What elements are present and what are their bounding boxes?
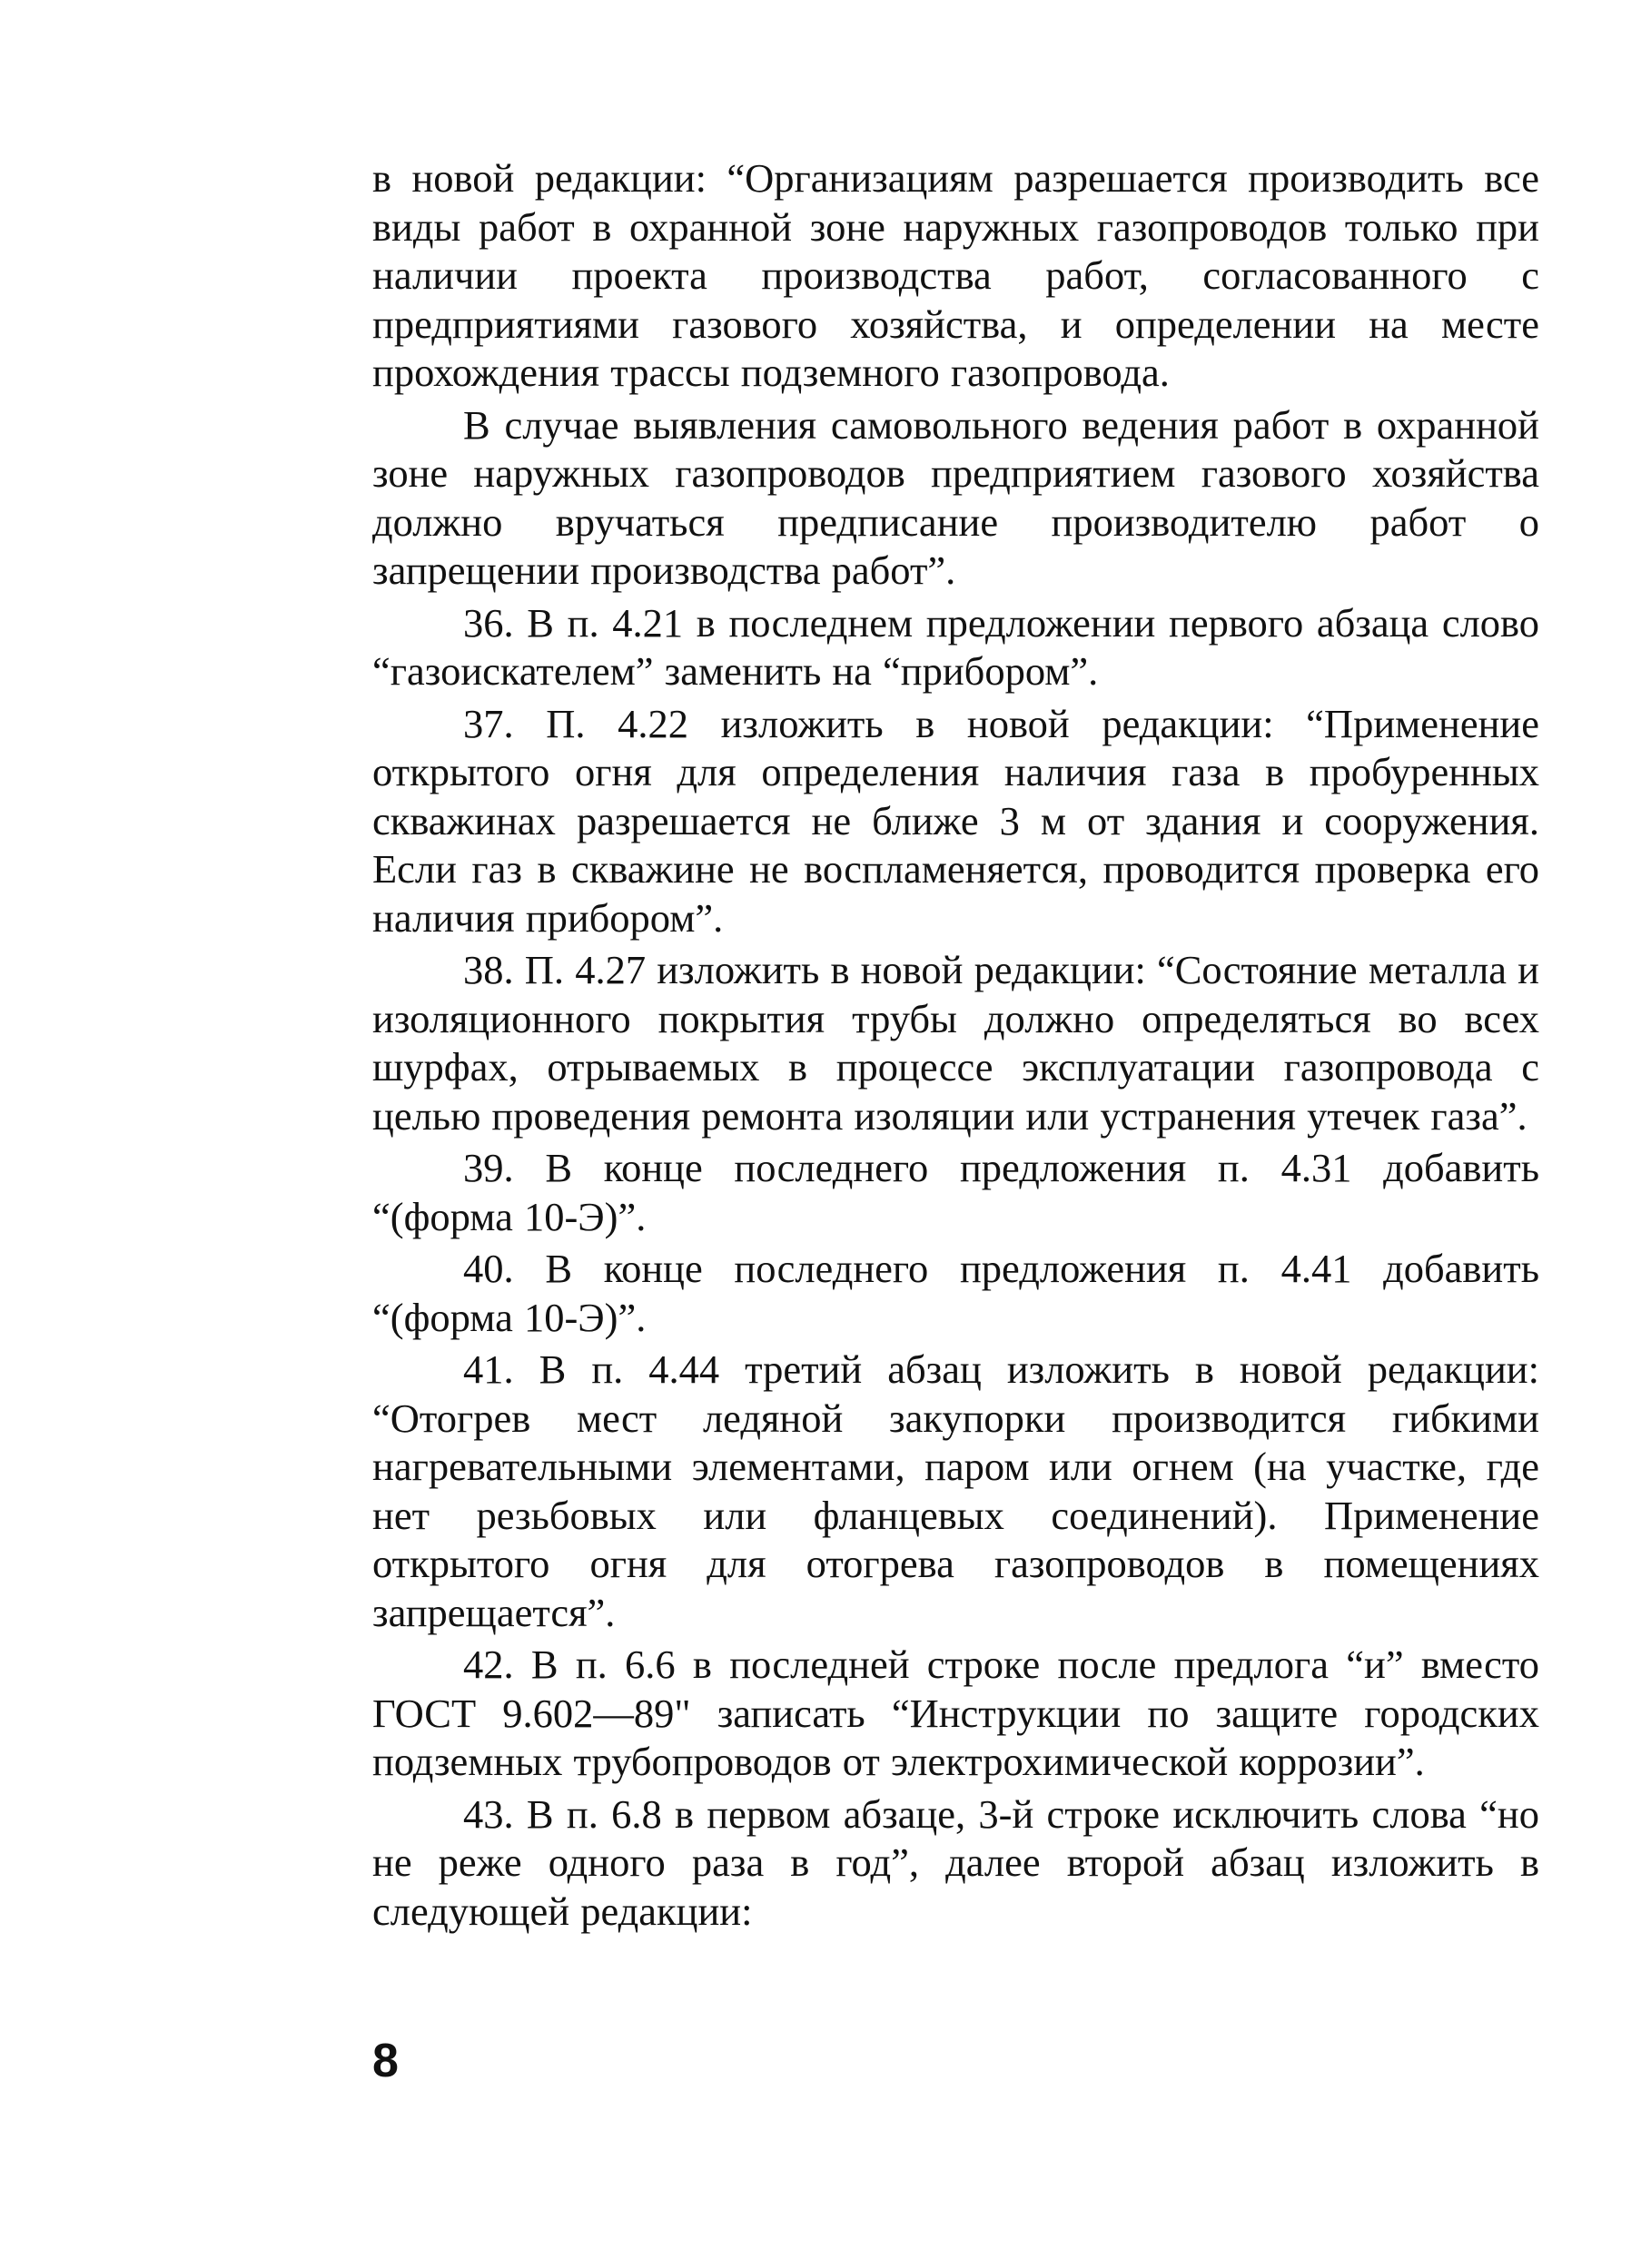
paragraph-continuation: в новой редакции: “Организациям разрешается производить все виды работ в охранной зоне наружных газопроводов только при наличии проекта производства работ, согласованного с предприятиями газового хозяйства, и определении на месте прохождения трассы подземного газопровода. [372, 155, 1539, 395]
paragraph-item-39: 39. В конце последнего предложения п. 4.31 добавить “(форма 10-Э)”. [372, 1145, 1539, 1239]
page-number: 8 [372, 2035, 399, 2087]
paragraph-item-36: 36. В п. 4.21 в последнем предложении первого абзаца слово “газоискателем” заменить на “прибором”. [372, 599, 1539, 694]
paragraph-unauthorized-works: В случае выявления самовольного ведения работ в охранной зоне наружных газопроводов предприятием газового хозяйства должно вручаться предписание производителю работ о запрещении производства работ”. [372, 401, 1539, 593]
paragraph-item-38: 38. П. 4.27 изложить в новой редакции: “Состояние металла и изоляционного покрытия трубы должно определяться во всех шурфах, отрываемых в процессе эксплуатации газопровода с целью проведения ремонта изоляции или устранения утечек газа”. [372, 947, 1539, 1139]
paragraph-item-42: 42. В п. 6.6 в последней строке после предлога “и” вместо ГОСТ 9.602—89" записать “Инструкции по защите городских подземных трубопроводов от электрохимической коррозии”. [372, 1642, 1539, 1784]
paragraph-item-40: 40. В конце последнего предложения п. 4.41 добавить “(форма 10-Э)”. [372, 1246, 1539, 1340]
document-body [372, 154, 1539, 1939]
paragraph-item-43: 43. В п. 6.8 в первом абзаце, 3-й строке исключить слова “но не реже одного раза в год”, далее второй абзац изложить в следующей редакции: [372, 1790, 1539, 1934]
paragraph-item-41: 41. В п. 4.44 третий абзац изложить в новой редакции: “Отогрев мест ледяной закупорки производится гибкими нагревательными элементами, паром или огнем (на участке, где нет резьбовых или фланцевых соединений). Применение открытого огня для отогрева газопроводов в помещениях запрещается”. [372, 1346, 1539, 1635]
paragraph-item-37: 37. П. 4.22 изложить в новой редакции: “Применение открытого огня для определения наличия газа в пробуренных скважинах разрешается не ближе 3 м от здания и сооружения. Если газ в скважине не воспламеняется, проводится проверка его наличия прибором”. [372, 700, 1539, 941]
